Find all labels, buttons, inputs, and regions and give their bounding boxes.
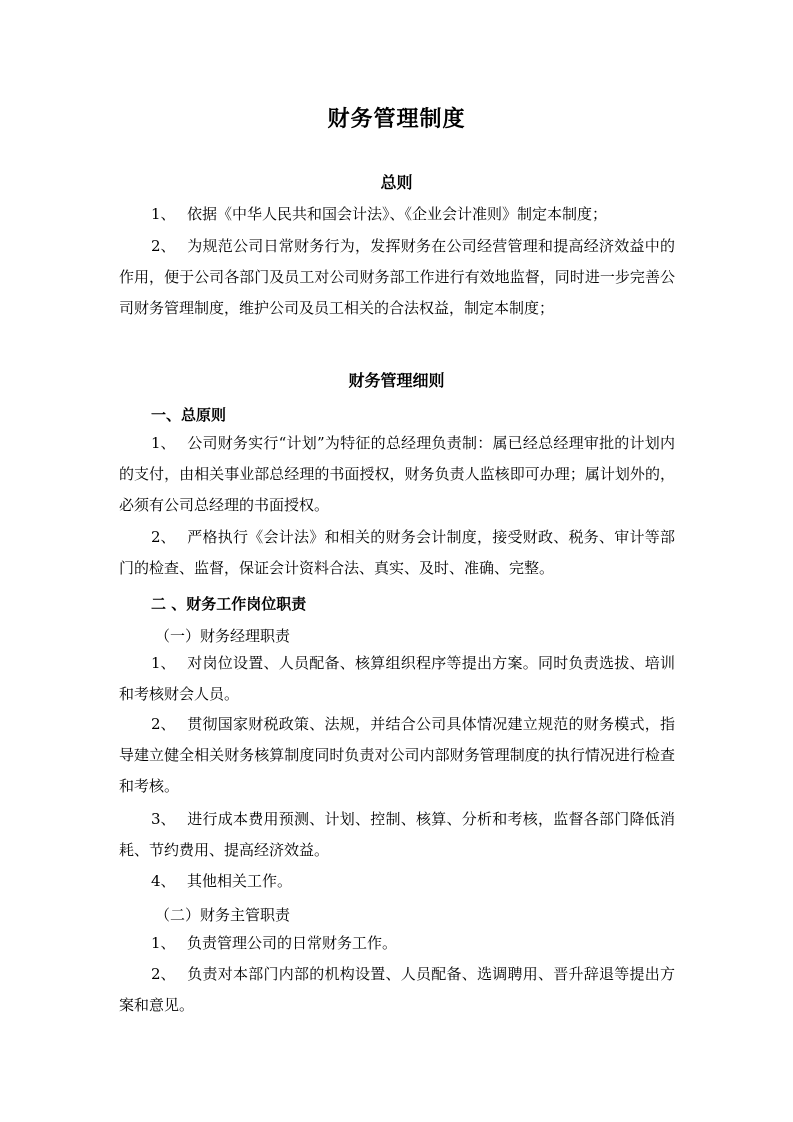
section1-item-1 [119, 428, 675, 521]
item-text: 负责对本部门内部的机构设置、人员配备、选调聘用、晋升辞退等提出方案和意见。 [119, 965, 675, 1014]
general-item-2 [119, 231, 675, 324]
general-item-1 [119, 199, 675, 230]
item-number: 1、 [151, 434, 176, 452]
item-text: 公司财务实行“计划”为特征的总经理负责制：属已经总经理审批的计划内的支付，由相关事业部总经理的书面授权，财务负责人监核即可办理；属计划外的，必须有公司总经理的书面授权。 [119, 434, 675, 514]
item-number: 3、 [151, 810, 176, 828]
item-number: 2、 [151, 237, 176, 255]
document-title: 财务管理制度 [327, 107, 466, 132]
item-number: 2、 [151, 528, 176, 546]
item-number: 1、 [151, 654, 176, 672]
item-number: 2、 [151, 965, 176, 983]
item-number: 4、 [151, 872, 176, 890]
sub1-item-2 [119, 709, 675, 802]
rules-heading: 财务管理细则 [348, 371, 445, 390]
item-number: 2、 [151, 715, 176, 733]
general-heading: 总则 [380, 173, 413, 192]
item-text: 对岗位设置、人员配备、核算组织程序等提出方案。同时负责选拔、培训和考核财会人员。 [119, 654, 675, 703]
section2-heading: 二 、财务工作岗位职责 [151, 595, 307, 613]
section1-item-2 [119, 522, 675, 584]
item-text: 负责管理公司的日常财务工作。 [187, 934, 398, 952]
item-text: 严格执行《会计法》和相关的财务会计制度，接受财政、税务、审计等部门的检查、监督，保证会计资料合法、真实、及时、准确、完整。 [119, 528, 675, 577]
item-text: 其他相关工作。 [187, 872, 293, 890]
item-number: 1、 [151, 205, 176, 223]
sub1-item-1 [119, 648, 675, 710]
sub2-item-1 [119, 928, 675, 959]
item-text: 为规范公司日常财务行为，发挥财务在公司经营管理和提高经济效益中的作用，便于公司各部门及员工对公司财务部工作进行有效地监督，同时进一步完善公司财务管理制度，维护公司及员工相关的合法权益，制定本制度； [119, 237, 675, 317]
section1-heading: 一、总原则 [151, 406, 227, 424]
sub1-heading: （一）财务经理职责 [155, 627, 291, 645]
item-text: 贯彻国家财税政策、法规，并结合公司具体情况建立规范的财务模式，指导建立健全相关财务核算制度同时负责对公司内部财务管理制度的执行情况进行检查和考核。 [119, 715, 675, 795]
sub1-item-4 [119, 866, 675, 897]
item-number: 1、 [151, 934, 176, 952]
sub2-item-2 [119, 959, 675, 1021]
sub1-item-3 [119, 804, 675, 866]
item-text: 依据《中华人民共和国会计法》、《企业会计准则》制定本制度； [187, 205, 608, 223]
item-text: 进行成本费用预测、计划、控制、核算、分析和考核，监督各部门降低消耗、节约费用、提高经济效益。 [119, 810, 675, 859]
sub2-heading: （二）财务主管职责 [155, 906, 291, 924]
